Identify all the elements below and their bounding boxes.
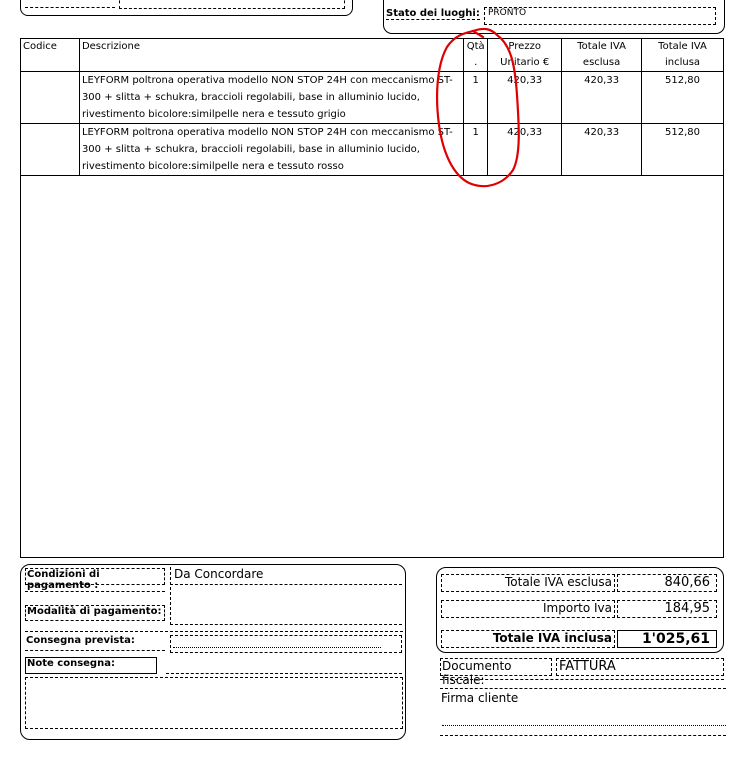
firma-label: Firma cliente: [441, 691, 519, 705]
consegna-value: [170, 635, 402, 653]
col-qta: Qtà .: [464, 39, 488, 72]
table-body-empty: [20, 172, 724, 558]
items-table: [20, 38, 724, 176]
fiscal-row: [440, 658, 724, 687]
conditions-box: [20, 564, 406, 740]
importo-iva-value: 184,95: [617, 600, 717, 618]
totals-box: [436, 567, 724, 653]
table-header-row: [21, 39, 724, 72]
totale-escl-value: 840,66: [617, 574, 717, 592]
col-prezzo: Prezzo Unitario €: [488, 39, 562, 72]
fiscal-label: Documento fiscale:: [440, 658, 552, 676]
cell-prezzo: 420,33: [488, 72, 562, 124]
col-descrizione: Descrizione: [79, 39, 463, 72]
cell-tot-incl: 512,80: [642, 124, 724, 176]
cell-tot-incl: 512,80: [642, 72, 724, 124]
red-annotation: [425, 25, 530, 195]
top-left-box: [20, 0, 353, 16]
cell-codice: [21, 124, 80, 176]
cell-tot-escl: 420,33: [562, 72, 642, 124]
totale-incl-value: 1'025,61: [617, 630, 717, 648]
importo-iva-label: Importo Iva: [441, 600, 615, 618]
col-tot-incl: Totale IVA inclusa: [642, 39, 724, 72]
cell-codice: [21, 72, 80, 124]
note-value: [25, 677, 403, 729]
note-label: Note consegna:: [25, 657, 157, 674]
firma-box: [440, 688, 726, 736]
modalita-label: Modalità di pagamento:: [25, 605, 165, 621]
cell-descrizione: LEYFORM poltrona operativa modello NON STOP 24H con meccanismo ST-300 + slitta + schukra, braccioli regolabili, base in alluminio lucido, rivestimento bicolore:similpelle nera e tessuto grigio: [79, 72, 463, 124]
stato-value: PRONTO: [484, 7, 716, 25]
col-codice: Codice: [21, 39, 80, 72]
cell-qta: 1: [464, 72, 488, 124]
totale-incl-label: Totale IVA inclusa: [441, 630, 615, 648]
pagamento-label: Condizioni di pagamento :: [25, 568, 165, 585]
cell-prezzo: 420,33: [488, 124, 562, 176]
modalita-value: [170, 587, 402, 625]
table-row: [21, 72, 724, 124]
totale-escl-label: Totale IVA esclusa: [441, 574, 615, 592]
red-circle-stroke: [437, 29, 519, 186]
pagamento-value: Da Concordare: [170, 567, 402, 585]
stato-label: Stato dei luoghi:: [386, 8, 480, 19]
consegna-label: Consegna prevista:: [25, 635, 165, 651]
table-row: [21, 124, 724, 176]
cell-qta: 1: [464, 124, 488, 176]
fiscal-value: FATTURA: [556, 658, 724, 676]
col-tot-escl: Totale IVA esclusa: [562, 39, 642, 72]
firma-signature-line[interactable]: [442, 725, 726, 726]
cell-tot-escl: 420,33: [562, 124, 642, 176]
cell-descrizione: LEYFORM poltrona operativa modello NON STOP 24H con meccanismo ST-300 + slitta + schukra, braccioli regolabili, base in alluminio lucido, rivestimento bicolore:similpelle nera e tessuto rosso: [79, 124, 463, 176]
